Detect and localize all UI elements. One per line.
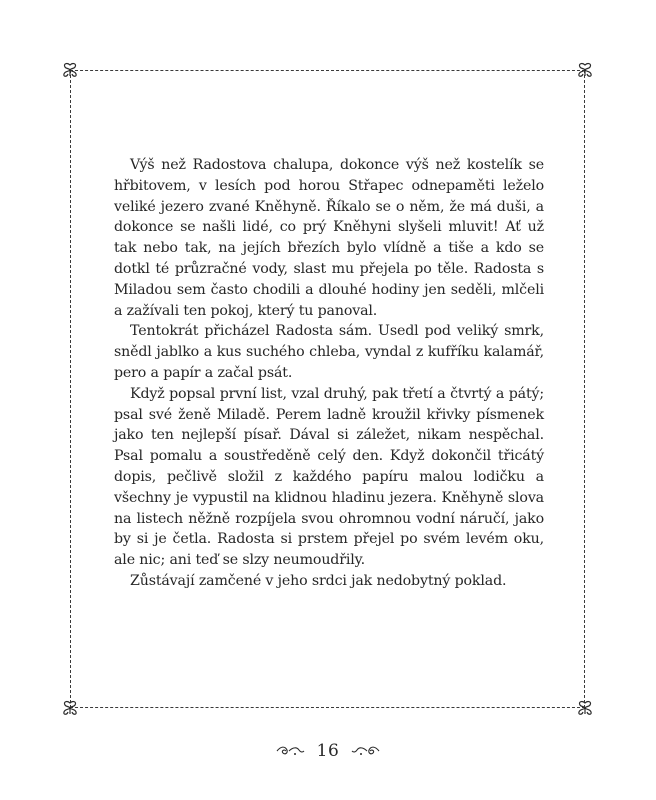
fleuron-corner-icon	[574, 700, 596, 716]
story-text	[114, 155, 544, 592]
paragraph: Tentokrát přicházel Radosta sám. Usedl pod veliký smrk, snědl jablko a kus suchého chleba, vyndal z kufříku kalamář, pero a papír a začal psát.	[114, 323, 544, 381]
fleuron-corner-icon	[59, 62, 81, 78]
fleuron-corner-icon	[574, 62, 596, 78]
page-number: 16	[316, 741, 340, 761]
page-footer	[0, 736, 656, 766]
fleuron-corner-icon	[59, 700, 81, 716]
flourish-left-icon	[275, 744, 305, 758]
paragraph: Výš než Radostova chalupa, dokonce výš než kostelík se hřbitovem, v lesích pod horou Střapec odnepaměti leželo veliké jezero zvané Kněhyně. Říkalo se o něm, že má duši, a dokonce se našli lidé, co prý Kněhyni slyšeli mluvit! Ať už tak nebo tak, na jejích březích bylo vlídně a tiše a kdo se dotkl té průzračné vody, slast mu přejela po těle. Radosta s Miladou sem často chodili a dlouhé hodiny jen seděli, mlčeli a zažívali ten pokoj, který tu panoval.	[114, 157, 544, 319]
paragraph: Když popsal první list, vzal druhý, pak třetí a čtvrtý a pátý; psal své ženě Miladě. Perem ladně kroužil křivky písmenek jako ten nejlepší písař. Dával si záležet, nikam nespěchal. Psal pomalu a soustředěně celý den. Když dokončil třicátý dopis, pečlivě složil z každého papíru malou lodičku a všechny je vypustil na klidnou hladinu jezera. Kněhyně slova na listech něžně rozpíjela svou ohromnou vodní náručí, jako by si je četla. Radosta si prstem přejel po svém levém oku, ale nic; ani teď se slzy neumoudřily.	[114, 385, 544, 569]
paragraph: Zůstávají zamčené v jeho srdci jak nedobytný poklad.	[130, 572, 507, 589]
flourish-right-icon	[351, 744, 381, 758]
